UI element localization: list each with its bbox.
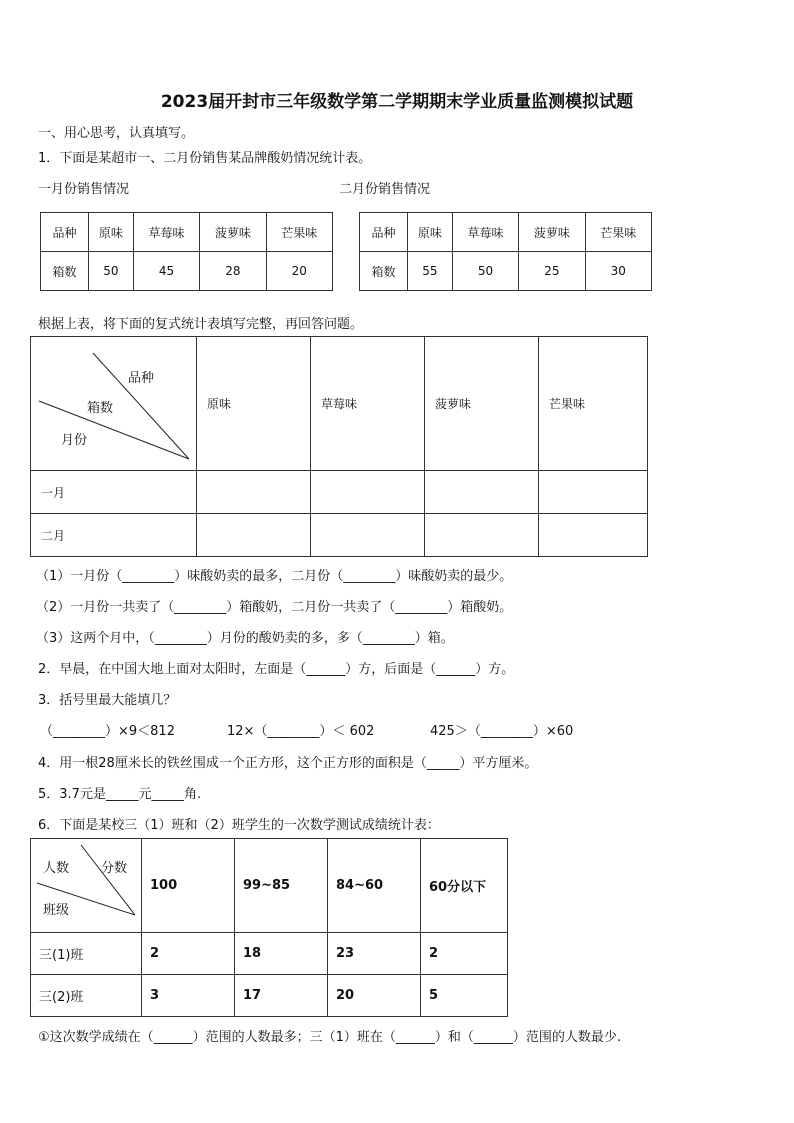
jan-flavor-cell: 草莓味 <box>133 213 199 252</box>
jan-value-cell: 45 <box>133 252 199 291</box>
compound-blank-cell[interactable] <box>539 471 648 514</box>
question-3-item-a: （________）×9＜812 <box>40 724 175 739</box>
question-6-sub1: ①这次数学成绩在（______）范围的人数最多；三（1）班在（______）和（______）范围的人数最少. <box>38 1030 622 1045</box>
section-heading-1: 一、用心思考，认真填写。 <box>38 126 195 141</box>
feb-header-boxes: 箱数 <box>360 252 408 291</box>
score-value-cell: 2 <box>421 933 508 975</box>
feb-table-caption: 二月份销售情况 <box>339 182 431 197</box>
score-row-header: 三(1)班 <box>31 933 142 975</box>
diagonal-lines <box>31 337 196 471</box>
feb-flavor-cell: 芒果味 <box>585 213 651 252</box>
compound-stats-table <box>30 336 648 557</box>
score-value-cell: 23 <box>328 933 421 975</box>
jan-header-boxes: 箱数 <box>41 252 89 291</box>
question-1-sub1: （1）一月份（________）味酸奶卖的最多，二月份（________）味酸奶卖的最少。 <box>36 569 513 584</box>
question-1-sub2: （2）一月份一共卖了（________）箱酸奶，二月份一共卖了（________）箱酸奶。 <box>36 600 513 615</box>
compound-corner-cell <box>31 337 197 471</box>
score-value-cell: 2 <box>142 933 235 975</box>
score-value-cell: 18 <box>235 933 328 975</box>
jan-value-cell: 20 <box>266 252 332 291</box>
compound-column-header: 原味 <box>197 337 311 471</box>
question-3-text: 3．括号里最大能填几？ <box>38 693 177 708</box>
compound-blank-cell[interactable] <box>425 471 539 514</box>
corner-label-class: 班级 <box>43 903 70 918</box>
question-6-text: 6．下面是某校三（1）班和（2）班学生的一次数学测试成绩统计表： <box>38 818 440 833</box>
score-value-cell: 20 <box>328 975 421 1017</box>
question-1-instruction: 根据上表，将下面的复式统计表填写完整，再回答问题。 <box>38 317 364 332</box>
score-column-header: 84~60 <box>328 839 421 933</box>
corner-label-flavor: 品种 <box>128 371 155 386</box>
score-column-header: 99~85 <box>235 839 328 933</box>
compound-blank-cell[interactable] <box>197 514 311 557</box>
score-value-cell: 3 <box>142 975 235 1017</box>
feb-flavor-cell: 原味 <box>408 213 453 252</box>
feb-value-cell: 55 <box>408 252 453 291</box>
question-1-sub3: （3）这两个月中，（________）月份的酸奶卖的多，多（________）箱。 <box>36 631 454 646</box>
corner-label-month: 月份 <box>61 433 88 448</box>
compound-row-header: 二月 <box>31 514 197 557</box>
feb-value-cell: 25 <box>519 252 585 291</box>
question-3-item-c: 425＞（________）×60 <box>430 724 574 739</box>
compound-blank-cell[interactable] <box>197 471 311 514</box>
question-5-text: 5．3.7元是_____元_____角. <box>38 787 202 802</box>
feb-value-cell: 50 <box>452 252 518 291</box>
score-column-header: 100 <box>142 839 235 933</box>
jan-flavor-cell: 芒果味 <box>266 213 332 252</box>
score-value-cell: 5 <box>421 975 508 1017</box>
feb-sales-table <box>359 212 652 291</box>
feb-value-cell: 30 <box>585 252 651 291</box>
score-row-header: 三(2)班 <box>31 975 142 1017</box>
corner-label-people: 人数 <box>43 861 70 876</box>
diagonal-lines <box>31 839 141 933</box>
page-title: 2023届开封市三年级数学第二学期期末学业质量监测模拟试题 <box>160 92 634 112</box>
score-column-header: 60分以下 <box>421 839 508 933</box>
compound-blank-cell[interactable] <box>425 514 539 557</box>
jan-sales-table <box>40 212 333 291</box>
corner-label-score: 分数 <box>101 861 128 876</box>
compound-blank-cell[interactable] <box>311 514 425 557</box>
compound-column-header: 草莓味 <box>311 337 425 471</box>
question-4-text: 4．用一根28厘米长的铁丝围成一个正方形，这个正方形的面积是（_____）平方厘米。 <box>38 756 538 771</box>
compound-column-header: 菠萝味 <box>425 337 539 471</box>
jan-value-cell: 28 <box>200 252 266 291</box>
score-corner-cell <box>31 839 142 933</box>
jan-flavor-cell: 菠萝味 <box>200 213 266 252</box>
question-2-text: 2．早晨，在中国大地上面对太阳时，左面是（______）方，后面是（______）方。 <box>38 662 515 677</box>
feb-flavor-cell: 菠萝味 <box>519 213 585 252</box>
jan-flavor-cell: 原味 <box>89 213 134 252</box>
compound-blank-cell[interactable] <box>311 471 425 514</box>
score-value-cell: 17 <box>235 975 328 1017</box>
question-1-text: 1．下面是某超市一、二月份销售某品牌酸奶情况统计表。 <box>38 151 372 166</box>
feb-flavor-cell: 草莓味 <box>452 213 518 252</box>
corner-label-boxes: 箱数 <box>87 401 114 416</box>
jan-table-caption: 一月份销售情况 <box>38 182 130 197</box>
compound-blank-cell[interactable] <box>539 514 648 557</box>
score-stats-table <box>30 838 508 1017</box>
compound-row-header: 一月 <box>31 471 197 514</box>
feb-header-flavor: 品种 <box>360 213 408 252</box>
compound-column-header: 芒果味 <box>539 337 648 471</box>
question-3-item-b: 12×（________）＜ 602 <box>227 724 375 739</box>
jan-value-cell: 50 <box>89 252 134 291</box>
jan-header-flavor: 品种 <box>41 213 89 252</box>
